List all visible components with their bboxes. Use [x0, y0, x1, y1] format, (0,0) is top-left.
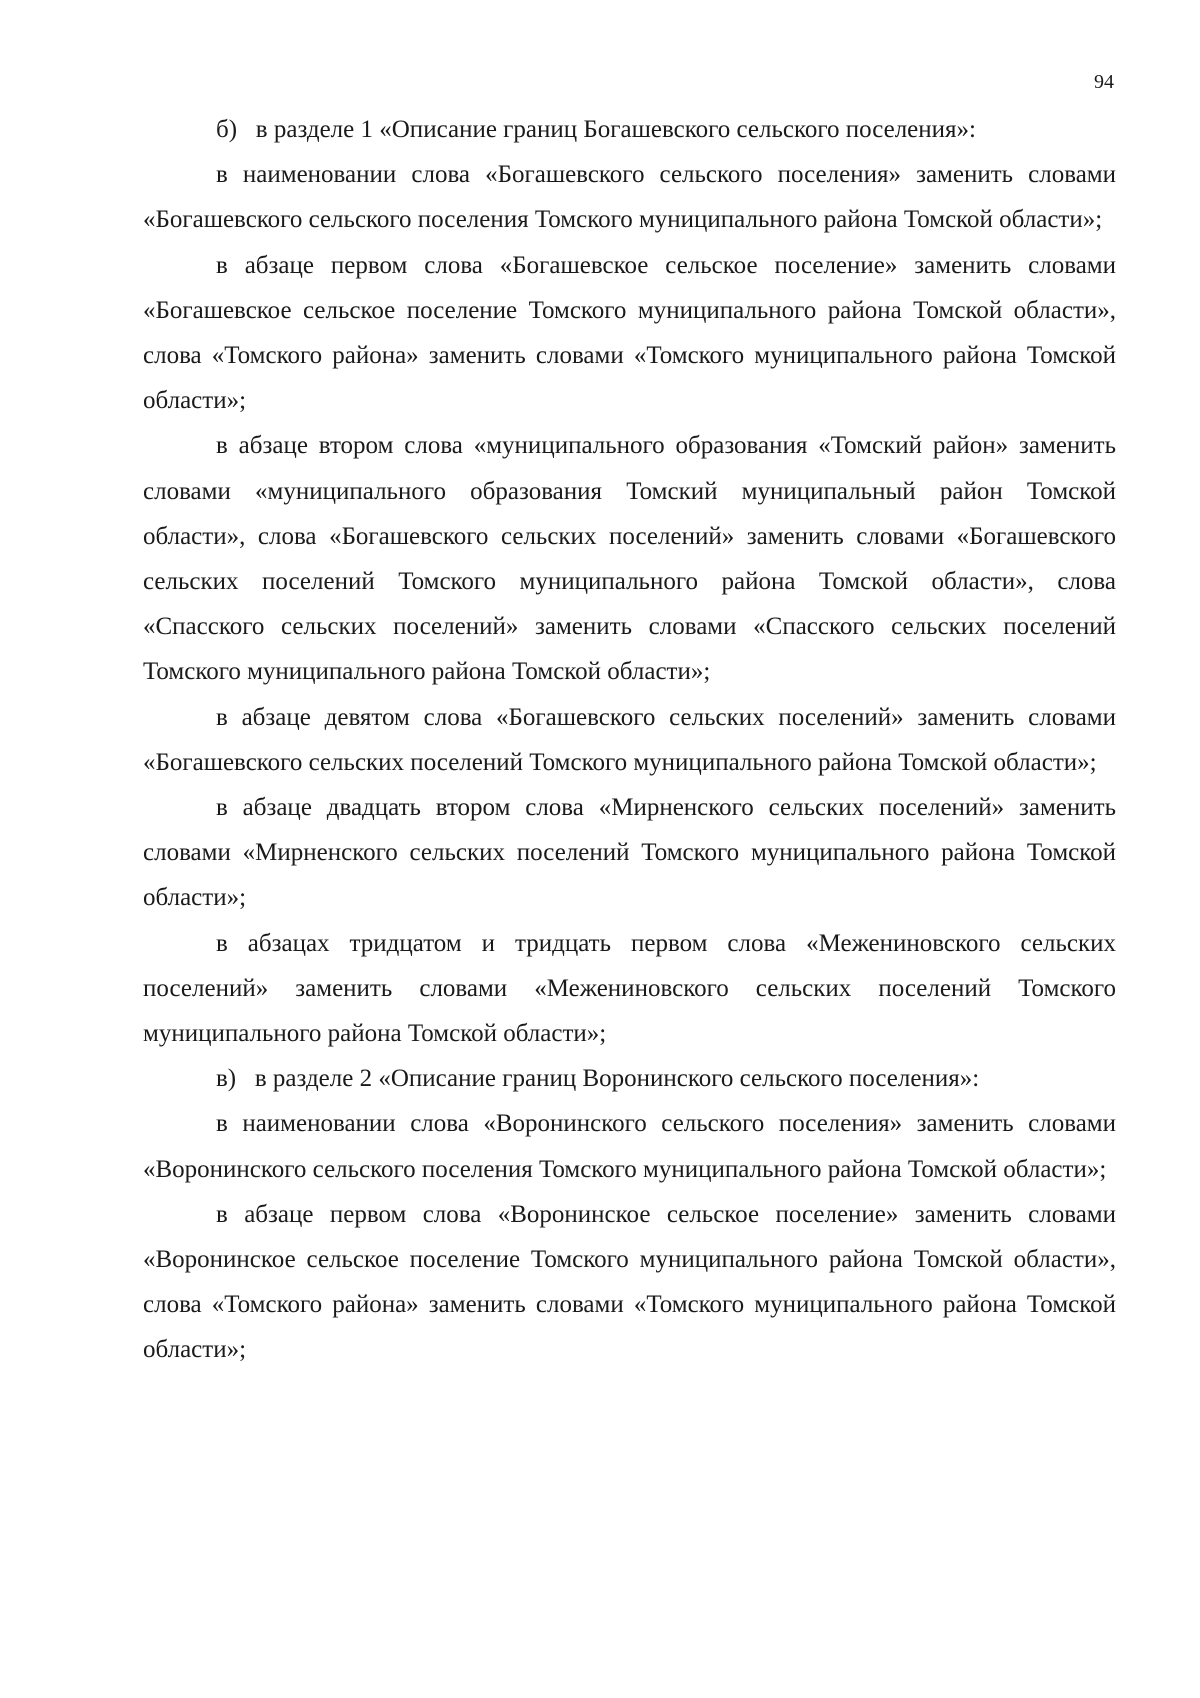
paragraph-name-voronino: в наименовании слова «Воронинского сельского поселения» заменить словами «Воронинского сельского поселения Томского муниципального района Томской области»;: [143, 1110, 1116, 1183]
paragraph-thirtieth-bogashevo: в абзацах тридцатом и тридцать первом слова «Межениновского сельских поселений» заменить словами «Межениновского сельских поселений Томского муниципального района Томской области»;: [143, 929, 1116, 1048]
paragraph-first-voronino: в абзаце первом слова «Воронинское сельское поселение» заменить словами «Воронинское сельское поселение Томского муниципального района Томской области», слова «Томского района» заменить словами «Томского муниципального района Томской области»;: [143, 1200, 1116, 1364]
paragraph-ninth-bogashevo: в абзаце девятом слова «Богашевского сельских поселений» заменить словами «Богашевского сельских поселений Томского муниципального района Томской области»;: [143, 703, 1116, 776]
page-number: 94: [1094, 71, 1114, 93]
paragraph-name-bogashevo: в наименовании слова «Богашевского сельского поселения» заменить словами «Богашевского сельского поселения Томского муниципального района Томской области»;: [143, 161, 1116, 234]
paragraph-second-bogashevo: в абзаце втором слова «муниципального образования «Томский район» заменить словами «муниципального образования Томский муниципальный район Томской области», слова «Богашевского сельских поселений» заменить словами «Богашевского сельских поселений Томского муниципального района Томской области», слова «Спасского сельских поселений» заменить словами «Спасского сельских поселений Томского муниципального района Томской области»;: [143, 432, 1116, 686]
document-body: [143, 107, 1116, 1373]
paragraph-twenty-second-bogashevo: в абзаце двадцать втором слова «Мирненского сельских поселений» заменить словами «Мирненского сельских поселений Томского муниципального района Томской области»;: [143, 794, 1116, 912]
paragraph-item-b-heading: б) в разделе 1 «Описание границ Богашевского сельского поселения»:: [216, 116, 976, 143]
paragraph-item-v-heading: в) в разделе 2 «Описание границ Воронинского сельского поселения»:: [216, 1065, 980, 1093]
paragraph-first-bogashevo: в абзаце первом слова «Богашевское сельское поселение» заменить словами «Богашевское сельское поселение Томского муниципального района Томской области», слова «Томского района» заменить словами «Томского муниципального района Томской области»;: [143, 251, 1116, 415]
